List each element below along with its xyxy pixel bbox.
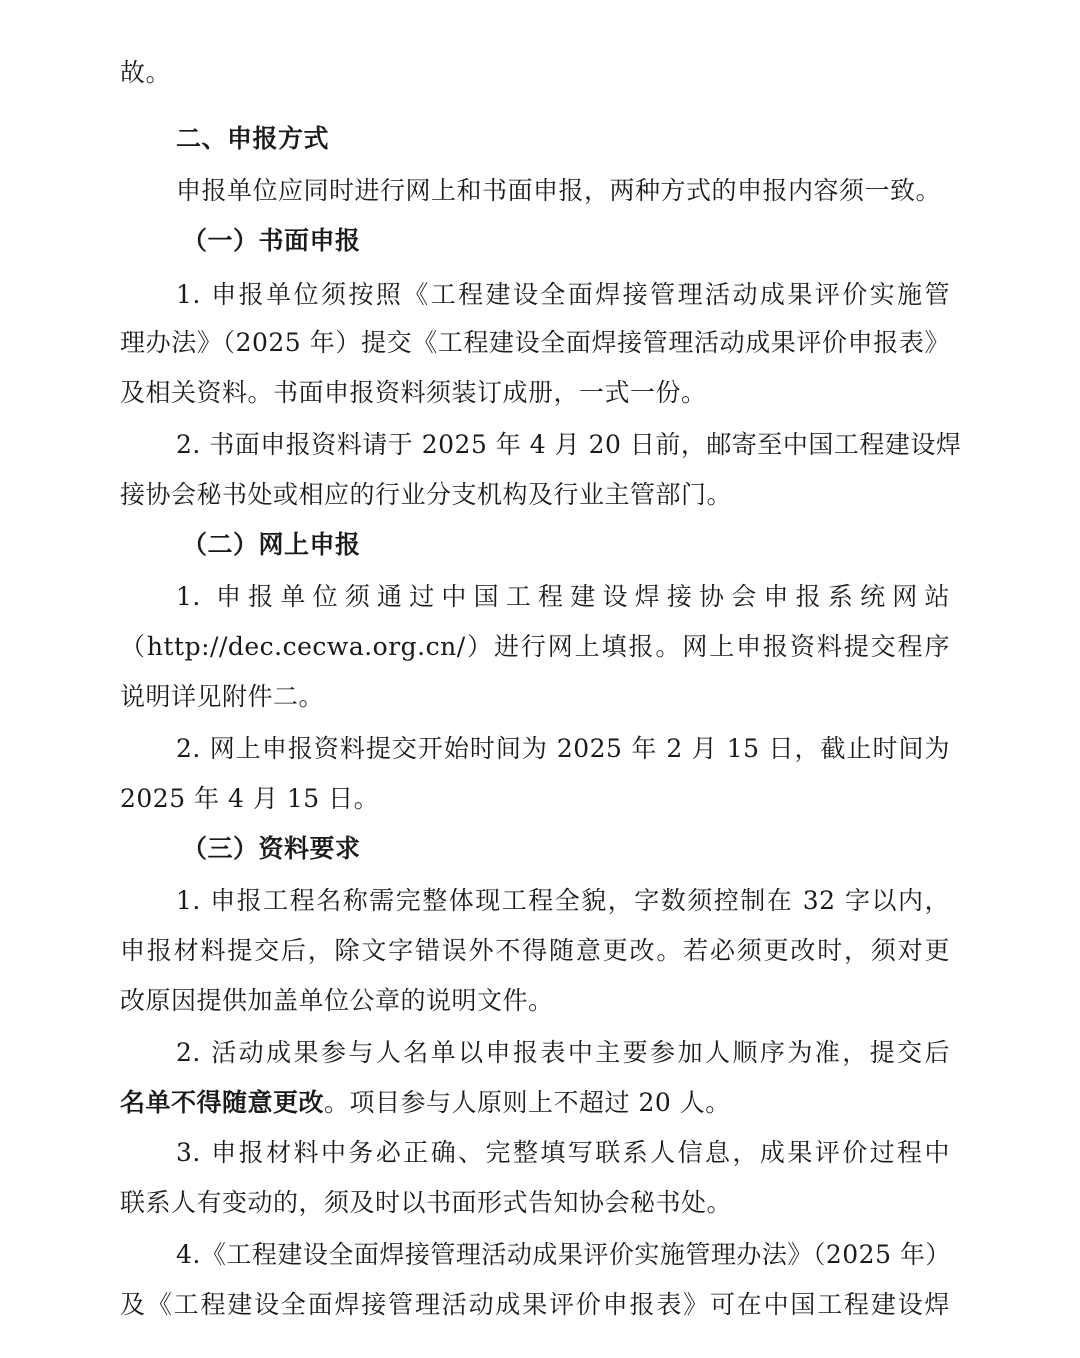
online-item-1-line-2: （http://dec.cecwa.org.cn/）进行网上填报。网上申报资料提交程序 xyxy=(120,632,950,661)
requirements-item-1-line-3: 改原因提供加盖单位公章的说明文件。 xyxy=(120,986,554,1015)
paragraph-fragment: 故。 xyxy=(120,58,172,87)
section-intro: 申报单位应同时进行网上和书面申报，两种方式的申报内容须一致。 xyxy=(176,176,942,205)
subsection-heading-written: （一）书面申报 xyxy=(182,226,361,255)
online-item-1-line-1: 1. 申报单位须通过中国工程建设焊接协会申报系统网站 xyxy=(176,582,950,611)
section-heading: 二、申报方式 xyxy=(176,124,330,153)
requirements-item-2-line-2-rest: 。项目参与人原则上不超过 20 人。 xyxy=(324,1088,731,1117)
requirements-item-4-line-1: 4.《工程建设全面焊接管理活动成果评价实施管理办法》（2025 年） xyxy=(176,1240,951,1269)
online-item-2-line-1: 2. 网上申报资料提交开始时间为 2025 年 2 月 15 日，截止时间为 xyxy=(176,734,950,763)
requirements-item-4-line-2: 及《工程建设全面焊接管理活动成果评价申报表》可在中国工程建设焊 xyxy=(120,1290,950,1319)
requirements-item-2-line-1: 2. 活动成果参与人名单以申报表中主要参加人顺序为准，提交后 xyxy=(176,1038,950,1067)
written-item-1-line-2: 理办法》（2025 年）提交《工程建设全面焊接管理活动成果评价申报表》 xyxy=(120,328,950,357)
subsection-heading-requirements: （三）资料要求 xyxy=(182,834,361,863)
written-item-2-line-1: 2. 书面申报资料请于 2025 年 4 月 20 日前，邮寄至中国工程建设焊 xyxy=(176,430,962,459)
written-item-1-line-3: 及相关资料。书面申报资料须装订成册，一式一份。 xyxy=(120,378,707,407)
requirements-item-2-line-2 xyxy=(120,1086,950,1120)
written-item-2-line-2: 接协会秘书处或相应的行业分支机构及行业主管部门。 xyxy=(120,480,733,509)
online-item-1-line-3: 说明详见附件二。 xyxy=(120,682,325,711)
requirements-item-1-line-1: 1. 申报工程名称需完整体现工程全貌，字数须控制在 32 字以内， xyxy=(176,886,950,915)
written-item-1-line-1: 1. 申报单位须按照《工程建设全面焊接管理活动成果评价实施管 xyxy=(176,280,950,309)
requirements-item-1-line-2: 申报材料提交后，除文字错误外不得随意更改。若必须更改时，须对更 xyxy=(120,936,950,965)
requirements-item-3-line-1: 3. 申报材料中务必正确、完整填写联系人信息，成果评价过程中 xyxy=(176,1138,950,1167)
online-item-2-line-2: 2025 年 4 月 15 日。 xyxy=(120,784,380,813)
emphasis-text: 名单不得随意更改 xyxy=(120,1088,325,1117)
requirements-item-3-line-2: 联系人有变动的，须及时以书面形式告知协会秘书处。 xyxy=(120,1188,733,1217)
subsection-heading-online: （二）网上申报 xyxy=(182,530,361,559)
